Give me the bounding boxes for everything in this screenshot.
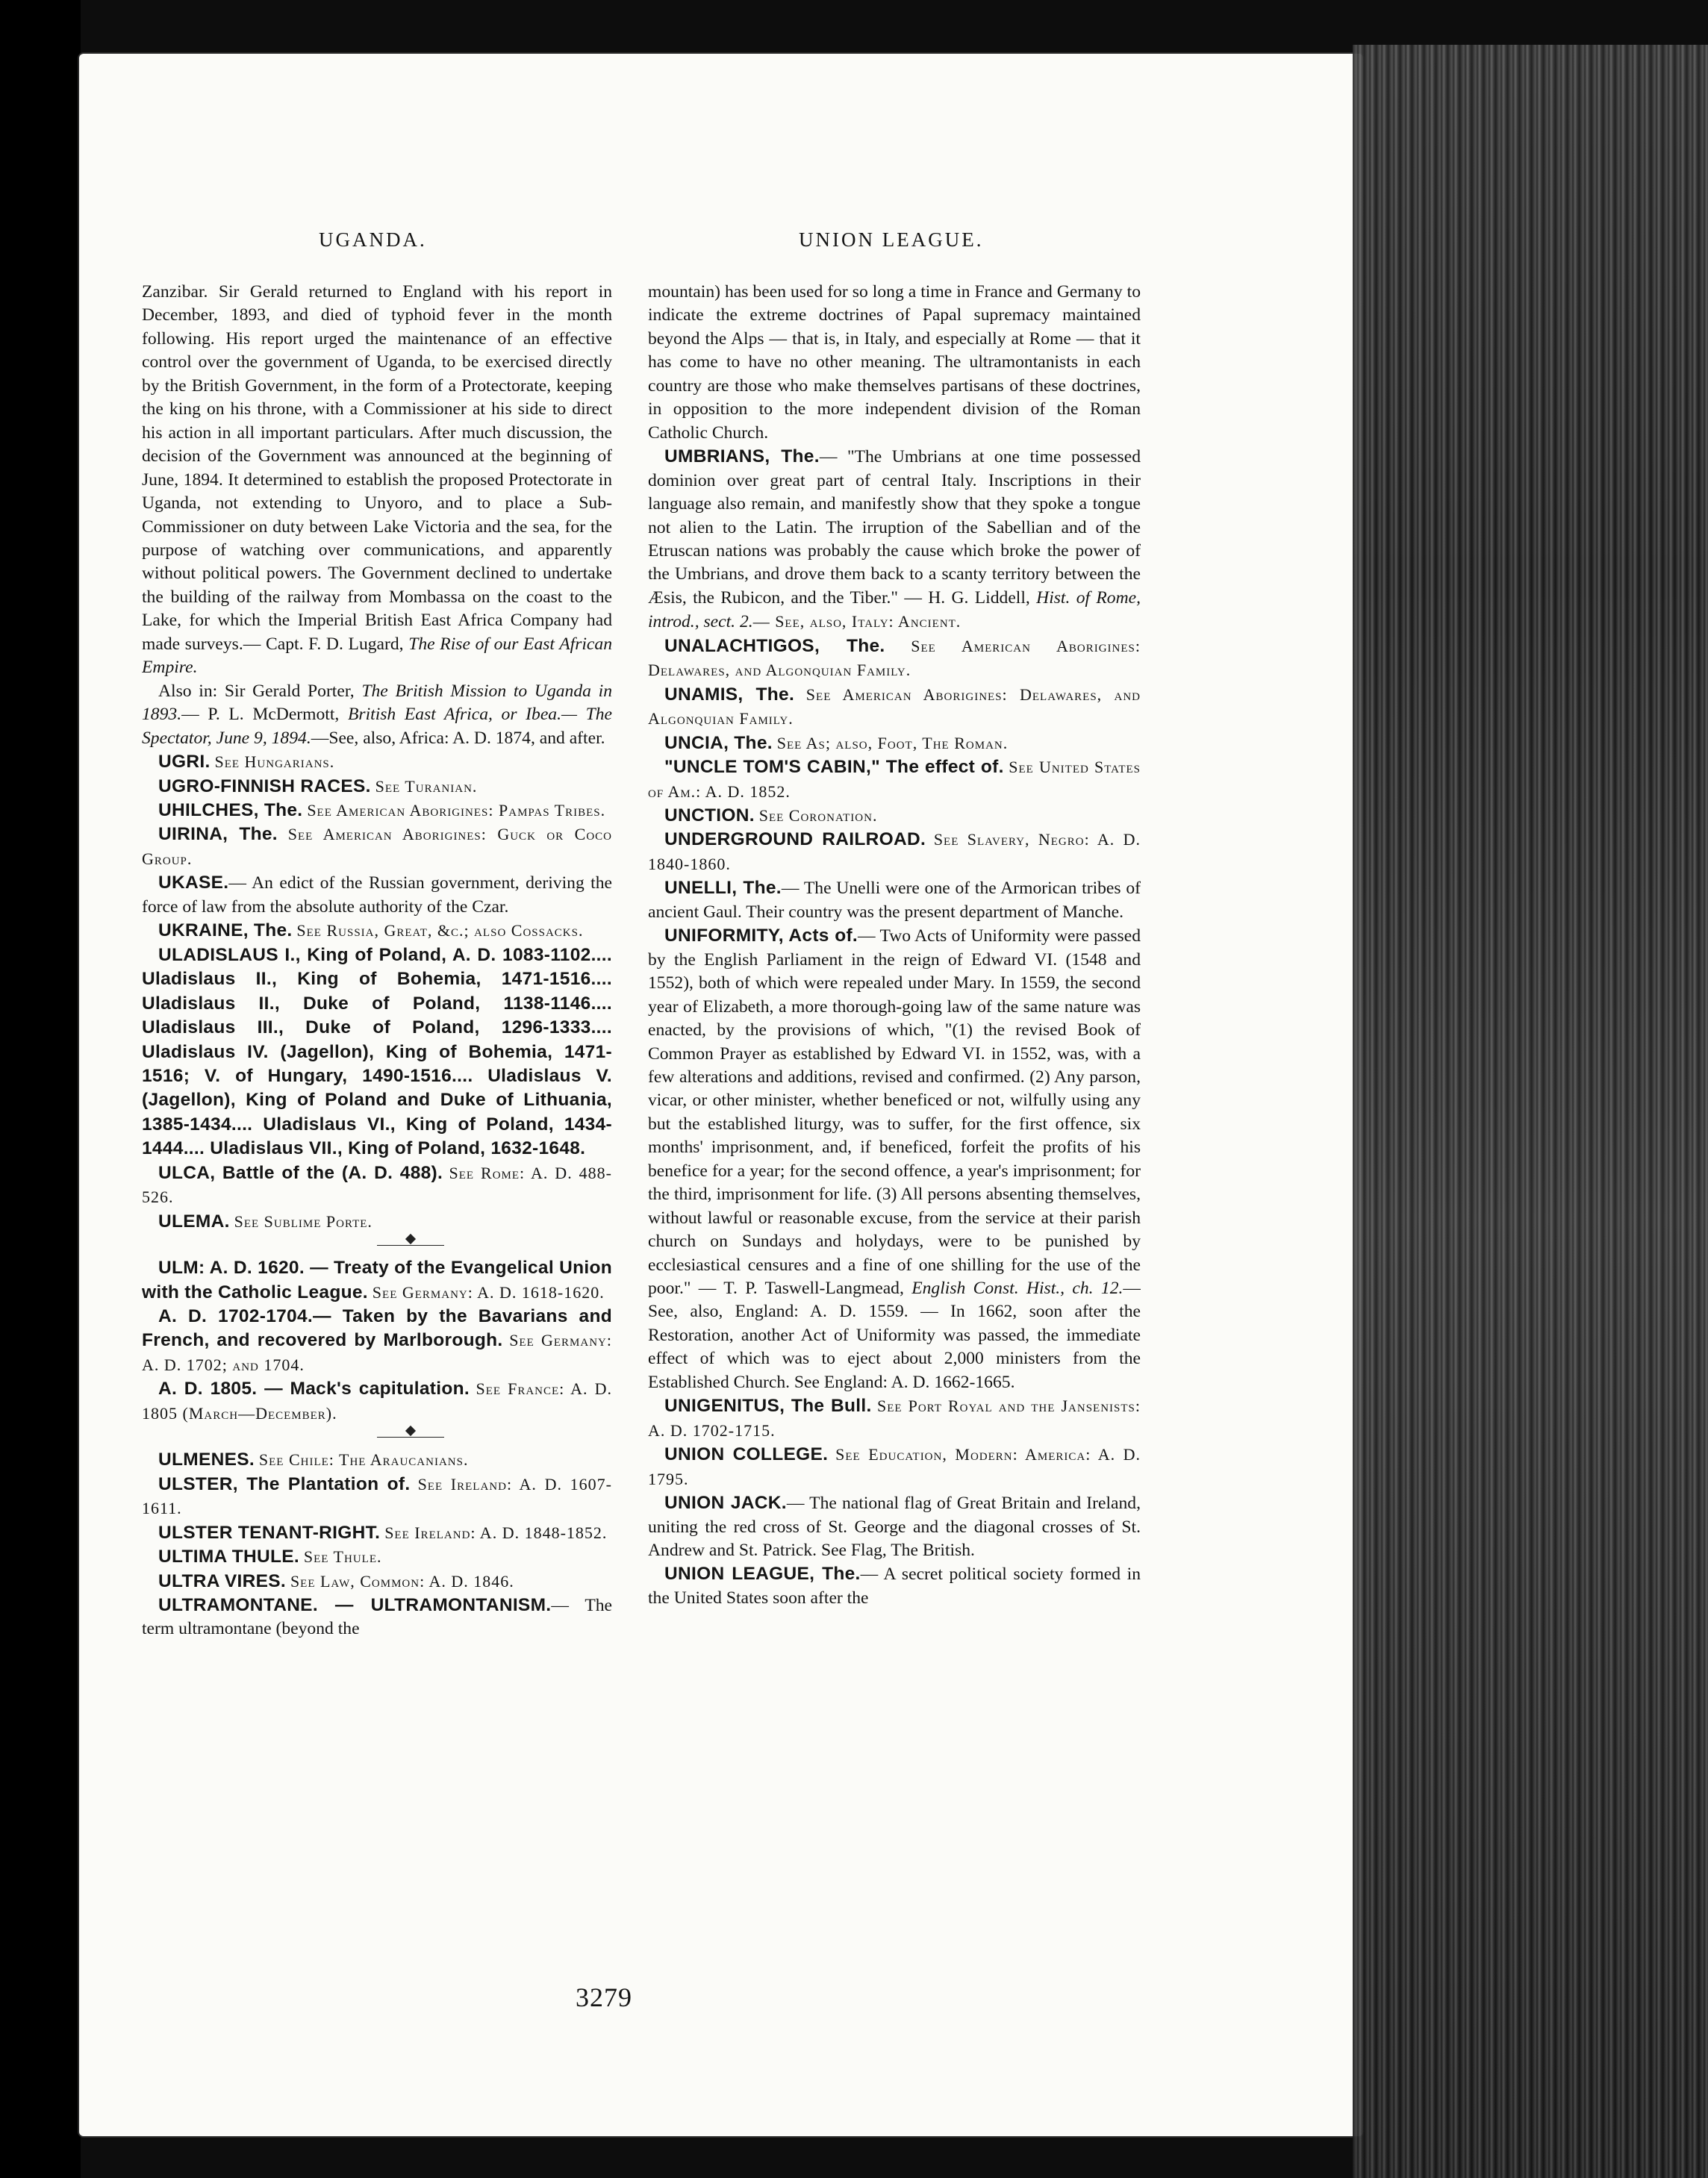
entry-umbrians: UMBRIANS, The.— "The Umbrians at one time possessed dominion over great part of central Italy. Inscriptions in their language also remain, and manifestly show that they spoke a tongue not alien to the Latin. The irruption of the Sabellian and of the Etruscan nations was probably the cause which broke the power of the Umbrians, and drove them back to a scanty territory between the Æsis, the Rubicon, and the Tiber." — H. G. Liddell, Hist. of Rome, introd., sect. 2.— See, also, Italy: Ancient. <box>648 446 1141 632</box>
entry-uganda-continued: Zanzibar. Sir Gerald returned to England with his report in December, 1893, and died of typhoid fever in the month following. His report urged the maintenance of an effective control over the government of Uganda, to be exercised directly by the British Government, in the form of a Protectorate, keeping the king on his throne, with a Commissioner at his side to direct his action in all important particulars. After much discussion, the decision of the Government was announced at the beginning of June, 1894. It determined to establish the proposed Protectorate in Uganda, not extending to Unyoro, and to place a Sub-Commissioner on duty between Lake Victoria and the sea, for the purpose of watching over communications, and apparently without political powers. The Government declined to undertake the building of the railway from Mombassa on the coast to the Lake, for which the Imperial British East Africa Company had made surveys.— Capt. F. D. Lugard, The Rise of our East African Empire. <box>142 282 612 678</box>
entry-ulema: ULEMA. See Sublime Porte. <box>158 1211 373 1232</box>
entry-uirina: UIRINA, The. See American Aborigines: Guck or Coco Group. <box>142 824 612 868</box>
entry-ulmenes: ULMENES. See Chile: The Araucanians. <box>158 1450 469 1470</box>
entry-ultramontane-continued: mountain) has been used for so long a time in France and Germany to indicate the extreme doctrines of Papal supremacy maintained beyond the Alps — that is, in Italy, and especially at Rome — that it has come to have no other meaning. The ultramontanists in each country are those who make themselves partisans of these doctrines, in opposition to the more independent division of the Roman Catholic Church. <box>648 282 1141 443</box>
section-divider <box>343 1433 411 1444</box>
entry-union-jack: UNION JACK.— The national flag of Great Britain and Ireland, uniting the red cross of St. George and the diagonal crosses of St. Andrew and St. Patrick. See Flag, The British. <box>648 1493 1141 1561</box>
entry-unction: UNCTION. See Coronation. <box>664 805 878 826</box>
entry-ulster-tenant-right: ULSTER TENANT-RIGHT. See Ireland: A. D. 1848-1852. <box>158 1522 608 1543</box>
right-column <box>648 281 1141 1893</box>
running-head-left: UGANDA. <box>319 228 427 251</box>
scan-left-border <box>0 0 81 2178</box>
entry-uganda-also: Also in: Sir Gerald Porter, The British Mission to Uganda in 1893.— P. L. McDermott, British East Africa, or Ibea.— The Spectator, June 9, 1894.—See, also, Africa: A. D. 1874, and after. <box>142 681 612 748</box>
entry-union-college: UNION COLLEGE. See Education, Modern: America: A. D. 1795. <box>648 1444 1141 1488</box>
entry-ugri: UGRI. See Hungarians. <box>158 752 335 773</box>
entry-unalachtigos: UNALACHTIGOS, The. See American Aborigines: Delawares, and Algonquian Family. <box>648 635 1141 680</box>
entry-ulm-1805: A. D. 1805. — Mack's capitulation. See France: A. D. 1805 (March—December). <box>142 1379 612 1423</box>
entry-unelli: UNELLI, The.— The Unelli were one of the Armorican tribes of ancient Gaul. Their country was the present department of Manche. <box>648 878 1141 922</box>
entry-ugro-finnish: UGRO-FINNISH RACES. See Turanian. <box>158 776 478 796</box>
entry-ultra-vires: ULTRA VIRES. See Law, Common: A. D. 1846. <box>158 1570 514 1591</box>
entry-unamis: UNAMIS, The. See American Aborigines: Delawares, and Algonquian Family. <box>648 684 1141 728</box>
entry-uncle-toms-cabin: "UNCLE TOM'S CABIN," The effect of. See United States of Am.: A. D. 1852. <box>648 757 1141 801</box>
entry-ulca: ULCA, Battle of the (A. D. 488). See Rome: A. D. 488-526. <box>142 1162 612 1207</box>
entry-ulm: ULM: A. D. 1620. — Treaty of the Evangelical Union with the Catholic League. See Germany: A. D. 1618-1620. <box>142 1258 612 1302</box>
entry-uladislaus: ULADISLAUS I., King of Poland, A. D. 1083-1102.... Uladislaus II., King of Bohemia, 1471-1516.... Uladislaus II., Duke of Poland, 1138-1146.... Uladislaus III., Duke of Poland, 1296-1333.... Uladislaus IV. (Jagellon), King of Bohemia, 1471-1516; V. of Hungary, 1490-1516.... Uladislaus V. (Jagellon), King of Poland and Duke of Lithuania, 1385-1434.... Uladislaus VI., King of Poland, 1434-1444.... Uladislaus VII., King of Poland, 1632-1648. <box>142 944 612 1159</box>
entry-underground-railroad: UNDERGROUND RAILROAD. See Slavery, Negro: A. D. 1840-1860. <box>648 829 1141 873</box>
entry-ultima-thule: ULTIMA THULE. See Thule. <box>158 1547 382 1567</box>
entry-uncia: UNCIA, The. See As; also, Foot, The Roman. <box>664 732 1009 753</box>
section-divider <box>343 1241 411 1252</box>
left-column <box>142 281 612 1949</box>
entry-ulm-1702: A. D. 1702-1704.— Taken by the Bavarians and French, and recovered by Marlborough. See Germany: A. D. 1702; and 1704. <box>142 1306 612 1374</box>
entry-ulster-plantation: ULSTER, The Plantation of. See Ireland: A. D. 1607-1611. <box>142 1473 612 1518</box>
entry-union-league: UNION LEAGUE, The.— A secret political society formed in the United States soon after the <box>648 1564 1141 1608</box>
entry-uniformity: UNIFORMITY, Acts of.— Two Acts of Uniformity were passed by the English Parliament in the reign of Edward VI. (1548 and 1552), both of which were repealed under Mary. In 1559, the second year of Elizabeth, a more thorough-going law of the same nature was enacted, by the provisions of which, "(1) the revised Book of Common Prayer as established by Edward VI. in 1552, was, with a few alterations and additions, revised and confirmed. (2) Any parson, vicar, or other minister, whether beneficed or not, wilfully using any but the established liturgy, was to suffer, for the first offence, six months' imprisonment, and, if beneficed, forfeit the profits of his benefice for a year; for the second offence, a year's imprisonment; for the third, imprisonment for life. (3) All persons absenting themselves, without lawful or reasonable excuse, from the service at their parish church on Sundays and holydays, were to be punished by ecclesiastical censures and a fine of one shilling for the use of the poor." — T. P. Taswell-Langmead, English Const. Hist., ch. 12.— See, also, England: A. D. 1559. — In 1662, soon after the Restoration, another Act of Uniformity was passed, the immediate effect of which was to eject about 2,000 ministers from the Established Church. See England: A. D. 1662-1665. <box>648 926 1141 1392</box>
entry-uhilches: UHILCHES, The. See American Aborigines: Pampas Tribes. <box>158 799 606 820</box>
entry-ultramontane: ULTRAMONTANE. — ULTRAMONTANISM.— The term ultramontane (beyond the <box>142 1595 612 1639</box>
page-number: 3279 <box>576 1982 632 2012</box>
entry-unigenitus: UNIGENITUS, The Bull. See Port Royal and the Jansenists: A. D. 1702-1715. <box>648 1396 1141 1440</box>
entry-ukraine: UKRAINE, The. See Russia, Great, &c.; also Cossacks. <box>158 920 584 941</box>
running-head-right: UNION LEAGUE. <box>799 228 984 251</box>
entry-ukase: UKASE.— An edict of the Russian government, deriving the force of law from the absolute authority of the Czar. <box>142 873 612 917</box>
scan-right-edge <box>1353 45 1708 2178</box>
